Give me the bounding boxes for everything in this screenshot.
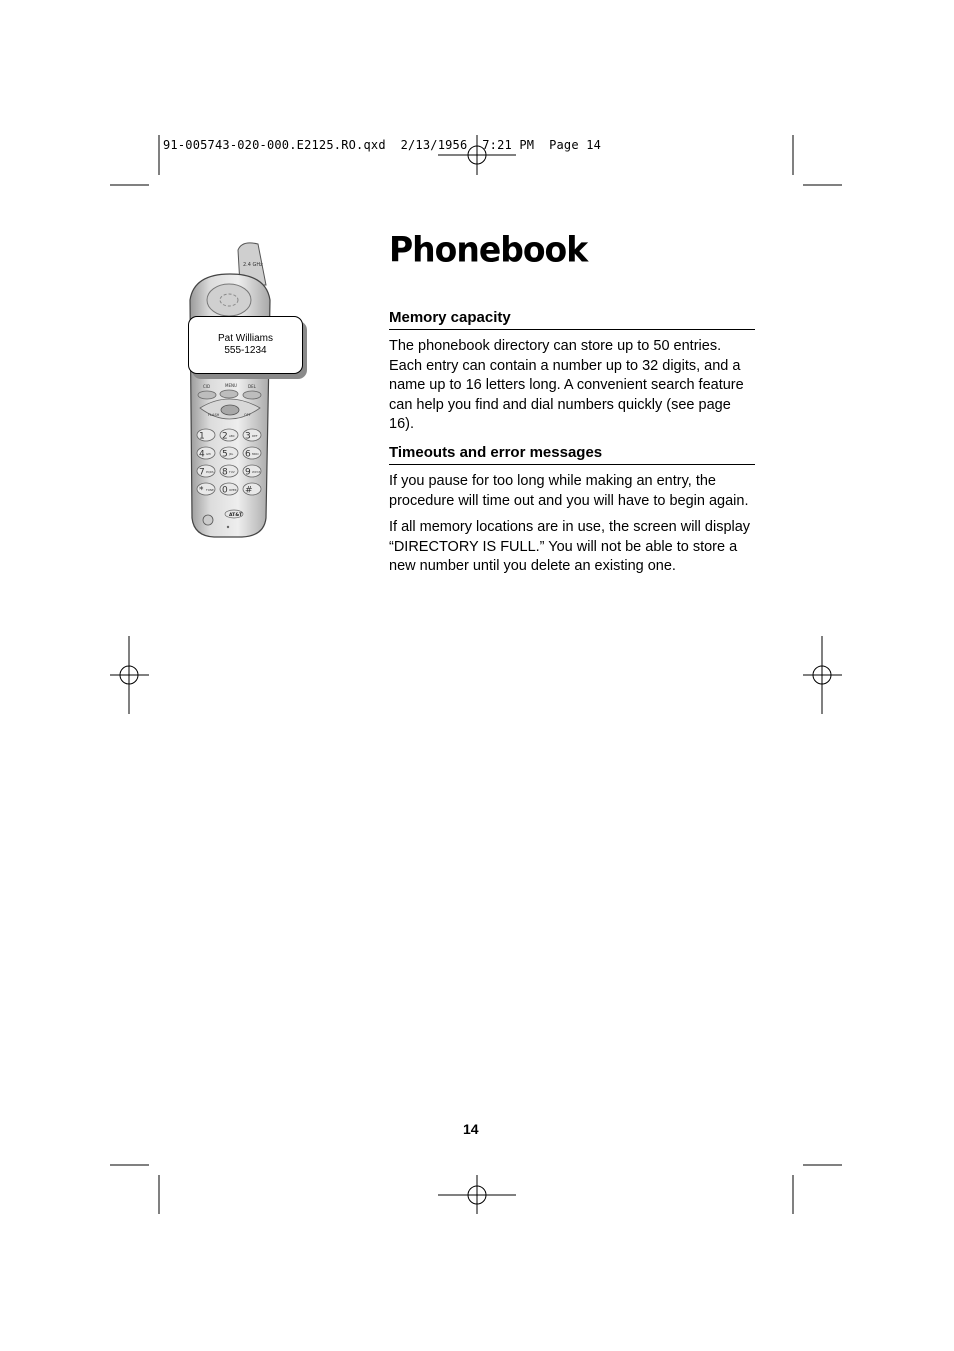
slug-line: 91-005743-020-000.E2125.RO.qxd 2/13/1956 7:21 PM Page 14: [163, 138, 602, 152]
keypad-digit: #: [245, 485, 253, 496]
keypad-letters: MNO: [252, 452, 259, 456]
keypad-digit: 1: [199, 431, 205, 442]
nav-center-key: [221, 405, 239, 415]
section-memory-capacity: [389, 308, 755, 435]
keypad-digit: 0: [222, 485, 228, 496]
speakerphone-key: [203, 515, 213, 525]
keypad-letters: ABC: [229, 434, 235, 438]
keypad-letters: DEF: [252, 434, 258, 438]
keypad-letters: TONE: [206, 488, 214, 492]
brand-logo: AT&T: [229, 513, 243, 518]
page-title: Phonebook: [389, 229, 588, 270]
section-heading: Timeouts and error messages: [389, 443, 755, 465]
keypad-letters: WXYZ: [252, 470, 261, 474]
keypad-digit: 9: [245, 467, 251, 478]
keypad-letters: OPER: [229, 488, 237, 492]
display-number: 555-1234: [224, 345, 267, 356]
section-timeouts: [389, 443, 755, 577]
keypad-letters: GHI: [206, 452, 212, 456]
section-heading: Memory capacity: [389, 308, 755, 330]
keypad-digit: 2: [222, 431, 228, 442]
svg-text:OFF: OFF: [244, 413, 251, 417]
svg-text:CID: CID: [203, 384, 211, 389]
section-paragraph: If you pause for too long while making an entry, the procedure will time out and you will have to begin again.: [389, 473, 749, 509]
section-paragraph: If all memory locations are in use, the screen will display “DIRECTORY IS FULL.” You will not be able to store a new number until you delete an existing one.: [389, 519, 751, 574]
keypad-digit: 4: [199, 449, 205, 460]
microphone-hole: [227, 526, 229, 528]
keypad-digit: 8: [222, 467, 228, 478]
svg-text:DEL: DEL: [248, 384, 256, 389]
keypad-digit: 3: [245, 431, 251, 442]
keypad-digit: 5: [222, 449, 228, 460]
keypad-digit: 6: [245, 449, 251, 460]
keypad-digit: 7: [199, 467, 205, 478]
keypad-digit: *: [199, 485, 204, 496]
earpiece: [207, 284, 251, 316]
keypad-letters: JKL: [229, 452, 234, 456]
antenna-label: 2.4 GHz: [243, 262, 263, 268]
svg-text:MENU: MENU: [225, 383, 237, 388]
section-paragraph: The phonebook directory can store up to 50 entries. Each entry can contain a number up to 32 digits, and a name up to 16 letters long. A convenient search feature can help you find and dial numbers quickly (see page 16).: [389, 338, 744, 432]
softkeys: [198, 390, 261, 399]
display-callout: [188, 316, 303, 374]
handset-illustration: [186, 240, 276, 540]
page-number: 14: [463, 1121, 479, 1137]
svg-text:FLASH: FLASH: [208, 413, 220, 417]
keypad-letters: PQRS: [206, 470, 214, 474]
keypad-letters: TUV: [229, 470, 235, 474]
display-name: Pat Williams: [217, 333, 273, 344]
